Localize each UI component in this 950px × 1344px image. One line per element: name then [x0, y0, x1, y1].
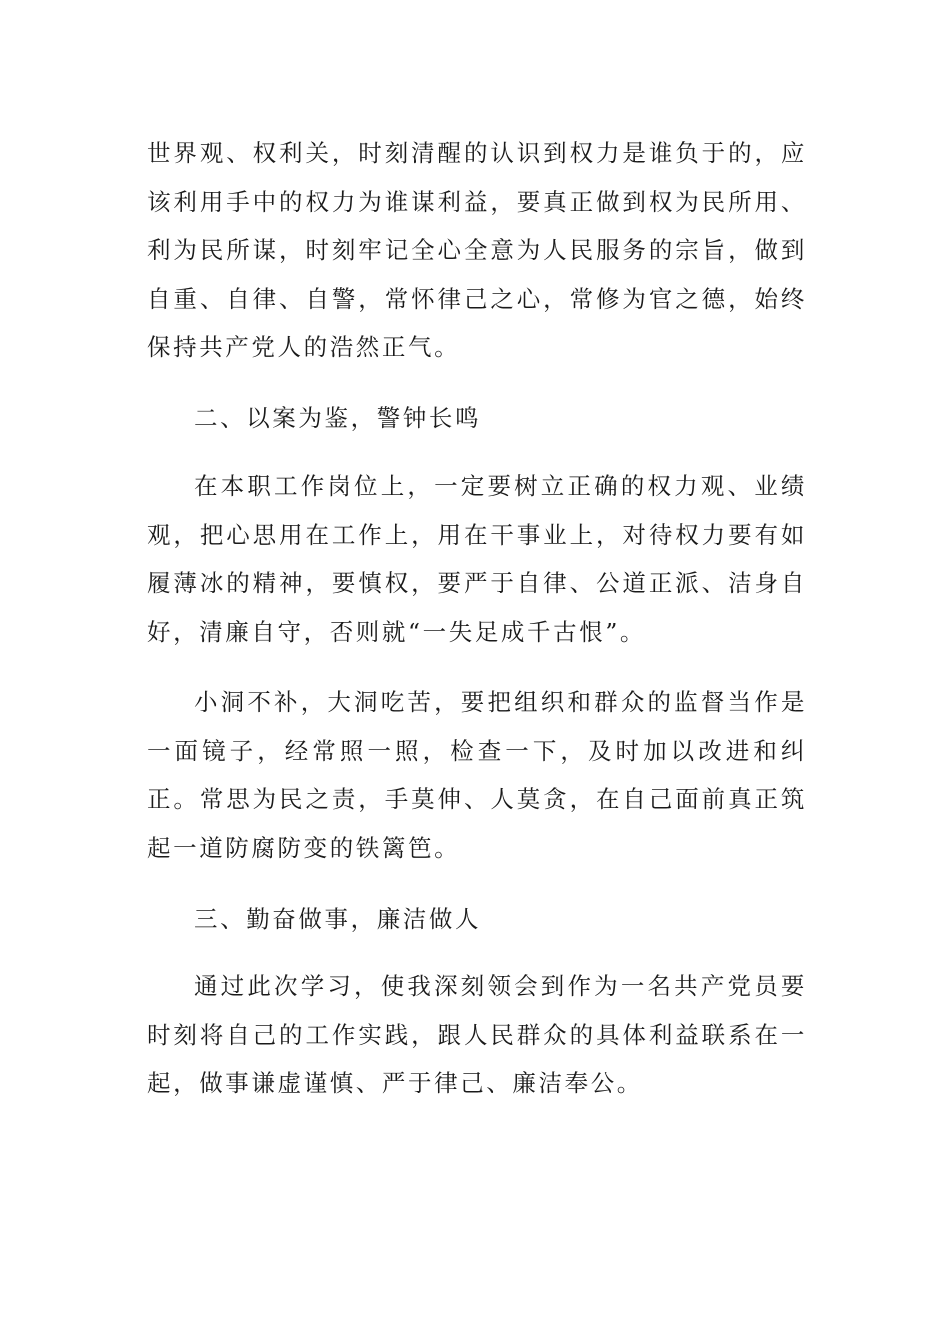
paragraph-power-view: 在本职工作岗位上，一定要树立正确的权力观、业绩观，把心思用在工作上，用在干事业上，对待权力要有如履薄冰的精神，要慎权，要严于自律、公道正派、洁身自好，清廉自守，否则就“一失足成千古恨”。: [147, 472, 807, 646]
paragraph-study-reflection: 通过此次学习，使我深刻领会到作为一名共产党员要时刻将自己的工作实践，跟人民群众的具体利益联系在一起，做事谦虚谨慎、严于律己、廉洁奉公。: [147, 972, 807, 1097]
paragraph-continuation: 世界观、权利关，时刻清醒的认识到权力是谁负于的，应该利用手中的权力为谁谋利益，要真正做到权为民所用、利为民所谋，时刻牢记全心全意为人民服务的宗旨，做到自重、自律、自警，常怀律己之心，常修为官之德，始终保持共产党人的浩然正气。: [147, 139, 807, 361]
paragraph-supervision: 小洞不补，大洞吃苦，要把组织和群众的监督当作是一面镜子，经常照一照，检查一下，及时加以改进和纠正。常思为民之责，手莫伸、人莫贪，在自己面前真正筑起一道防腐防变的铁篱笆。: [147, 688, 807, 862]
section-heading-2: 二、以案为鉴，警钟长鸣: [194, 404, 482, 432]
section-heading-3: 三、勤奋做事，廉洁做人: [194, 905, 482, 933]
